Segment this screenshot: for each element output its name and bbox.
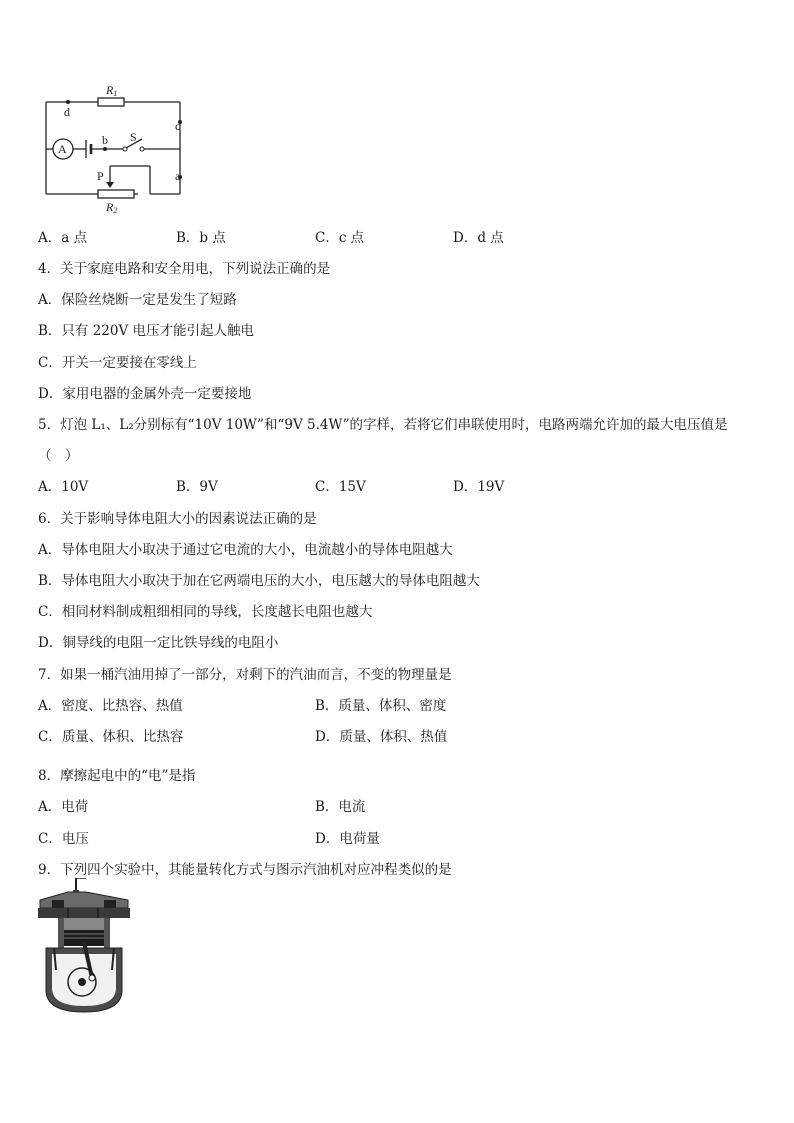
- q5-option-a[interactable]: A．10V: [38, 479, 89, 495]
- q8-option-d[interactable]: D．电荷量: [315, 831, 380, 847]
- q8-stem: 8．摩擦起电中的“电”是指: [38, 768, 196, 784]
- q3-option-d[interactable]: D．d 点: [453, 230, 504, 246]
- q9-stem: 9．下列四个实验中，其能量转化方式与图示汽油机对应冲程类似的是: [38, 862, 452, 878]
- circuit-diagram: [38, 82, 198, 217]
- label-ammeter: A: [58, 142, 67, 156]
- q7-option-d[interactable]: D．质量、体积、热值: [315, 729, 448, 745]
- q3-option-c[interactable]: C．c 点: [315, 230, 365, 246]
- q5-option-d[interactable]: D．19V: [453, 479, 505, 495]
- resistor-r2: [98, 190, 134, 198]
- label-c: c: [175, 119, 181, 133]
- q8-option-b[interactable]: B．电流: [315, 799, 366, 815]
- label-r1: R1: [106, 83, 118, 98]
- q6-option-a[interactable]: A．导体电阻大小取决于通过它电流的大小，电流越小的导体电阻越大: [38, 542, 453, 558]
- label-a: a: [175, 169, 181, 183]
- label-d: d: [64, 105, 70, 119]
- slider-arrow: [106, 182, 114, 188]
- q4-option-b[interactable]: B．只有 220V 电压才能引起人触电: [38, 323, 255, 339]
- q4-option-a[interactable]: A．保险丝烧断一定是发生了短路: [38, 292, 237, 308]
- q4-option-c[interactable]: C．开关一定要接在零线上: [38, 355, 197, 371]
- q4-stem: 4．关于家庭电路和安全用电，下列说法正确的是: [38, 261, 331, 277]
- q5-answer-paren: （ ）: [38, 448, 79, 464]
- label-s: S: [130, 130, 137, 144]
- label-r2: R2: [106, 200, 118, 215]
- q6-stem: 6．关于影响导体电阻大小的因素说法正确的是: [38, 511, 317, 527]
- resistor-r1: [98, 98, 124, 106]
- q3-option-b[interactable]: B．b 点: [176, 230, 226, 246]
- q5-option-c[interactable]: C．15V: [315, 479, 366, 495]
- q7-option-b[interactable]: B．质量、体积、密度: [315, 698, 447, 714]
- q7-option-c[interactable]: C．质量、体积、比热容: [38, 729, 184, 745]
- q5-stem: 5．灯泡 L₁、L₂分别标有“10V 10W”和“9V 5.4W”的字样，若将它们串联使用时，电路两端允许加的最大电压值是: [38, 417, 728, 433]
- q4-option-d[interactable]: D．家用电器的金属外壳一定要接地: [38, 386, 252, 402]
- q7-stem: 7．如果一桶汽油用掉了一部分，对剩下的汽油而言，不变的物理量是: [38, 667, 452, 683]
- q6-option-d[interactable]: D．铜导线的电阻一定比铁导线的电阻小: [38, 635, 279, 651]
- q6-option-c[interactable]: C．相同材料制成粗细相同的导线，长度越长电阻也越大: [38, 604, 373, 620]
- q6-option-b[interactable]: B．导体电阻大小取决于加在它两端电压的大小，电压越大的导体电阻越大: [38, 573, 480, 589]
- q3-option-a[interactable]: A．a 点: [38, 230, 88, 246]
- q8-option-c[interactable]: C．电压: [38, 831, 89, 847]
- q5-option-b[interactable]: B．9V: [176, 479, 218, 495]
- label-p: P: [97, 169, 104, 183]
- engine-illustration: [38, 878, 138, 1018]
- q7-option-a[interactable]: A．密度、比热容、热值: [38, 698, 183, 714]
- q8-option-a[interactable]: A．电荷: [38, 799, 89, 815]
- label-b: b: [102, 133, 108, 147]
